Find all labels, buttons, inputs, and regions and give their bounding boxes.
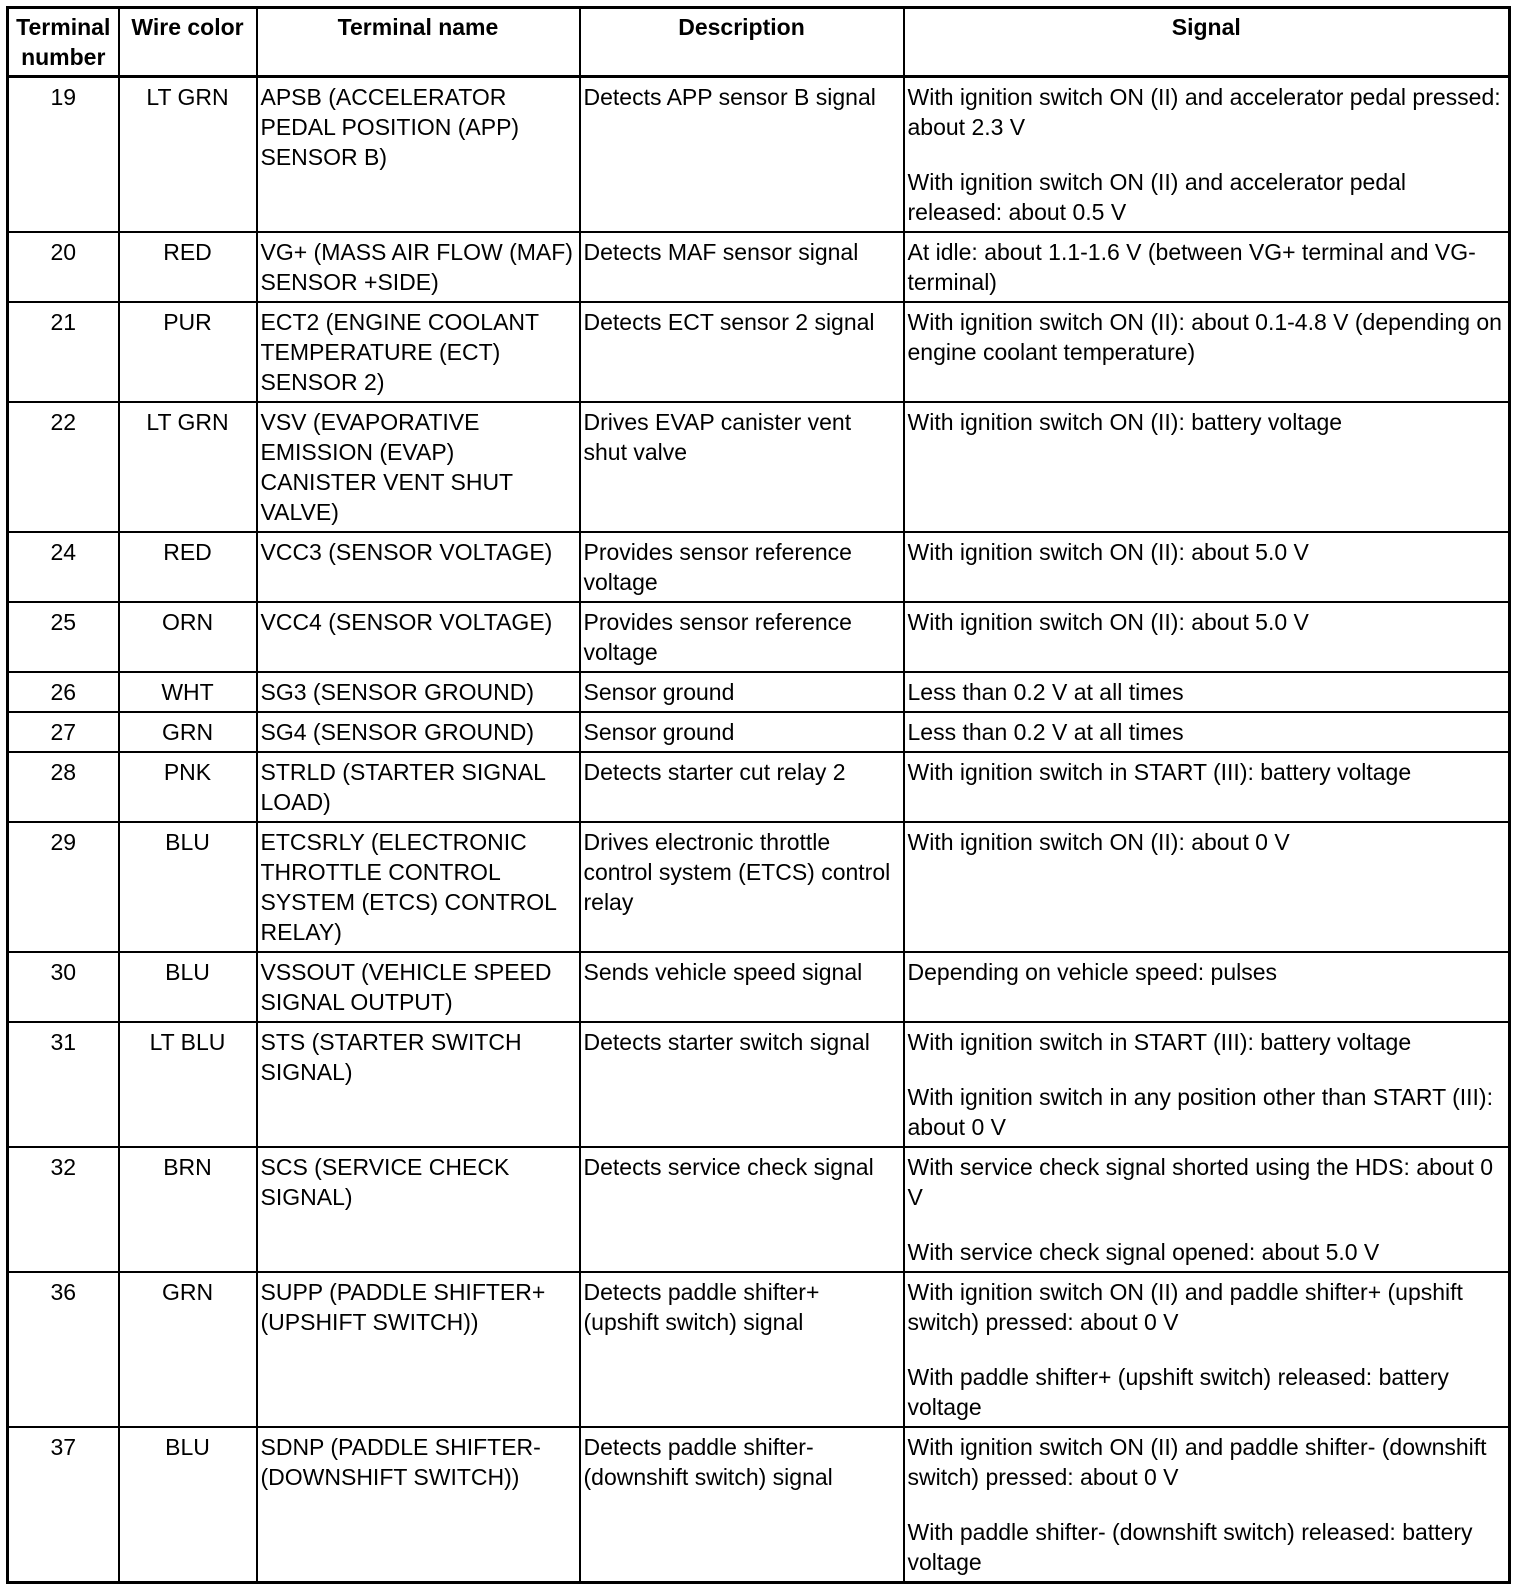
table-row (8, 1272, 1510, 1427)
signal-text: With paddle shifter- (downshift switch) released: battery voltage (907, 1519, 1473, 1575)
signal-cell (904, 1272, 1510, 1427)
signal-cell (904, 232, 1510, 302)
terminal-name-cell: SDNP (PADDLE SHIFTER- (DOWNSHIFT SWITCH)) (257, 1427, 580, 1583)
wire-color-cell: GRN (119, 712, 257, 752)
terminal-number-cell: 29 (8, 822, 119, 952)
terminal-number-cell: 32 (8, 1147, 119, 1272)
signal-text: With ignition switch in any position other than START (III): about 0 V (907, 1084, 1493, 1140)
terminal-name-cell: ECT2 (ENGINE COOLANT TEMPERATURE (ECT) SENSOR 2) (257, 302, 580, 402)
terminal-number-cell: 26 (8, 672, 119, 712)
description-cell: Sends vehicle speed signal (580, 952, 904, 1022)
table-row (8, 402, 1510, 532)
wire-color-cell: LT BLU (119, 1022, 257, 1147)
terminal-number-cell: 36 (8, 1272, 119, 1427)
signal-cell (904, 1427, 1510, 1583)
table-row (8, 1022, 1510, 1147)
terminal-name-cell: SUPP (PADDLE SHIFTER+ (UPSHIFT SWITCH)) (257, 1272, 580, 1427)
header-wire-color: Wire color (119, 8, 257, 77)
terminal-name-cell: SG3 (SENSOR GROUND) (257, 672, 580, 712)
description-cell: Drives EVAP canister vent shut valve (580, 402, 904, 532)
description-cell: Provides sensor reference voltage (580, 602, 904, 672)
signal-cell (904, 1147, 1510, 1272)
terminal-name-cell: VG+ (MASS AIR FLOW (MAF) SENSOR +SIDE) (257, 232, 580, 302)
wire-color-cell: PUR (119, 302, 257, 402)
description-cell: Detects paddle shifter- (downshift switch) signal (580, 1427, 904, 1583)
wire-color-cell: BRN (119, 1147, 257, 1272)
signal-cell (904, 602, 1510, 672)
table-row (8, 77, 1510, 233)
table-row (8, 822, 1510, 952)
terminal-number-cell: 31 (8, 1022, 119, 1147)
wire-color-cell: LT GRN (119, 402, 257, 532)
terminal-number-cell: 22 (8, 402, 119, 532)
table-row (8, 302, 1510, 402)
signal-text: With ignition switch in START (III): battery voltage (907, 759, 1412, 785)
description-cell: Detects ECT sensor 2 signal (580, 302, 904, 402)
terminal-number-cell: 21 (8, 302, 119, 402)
table-row (8, 532, 1510, 602)
description-cell: Sensor ground (580, 712, 904, 752)
header-description: Description (580, 8, 904, 77)
description-cell: Provides sensor reference voltage (580, 532, 904, 602)
signal-cell (904, 752, 1510, 822)
terminal-name-cell: STS (STARTER SWITCH SIGNAL) (257, 1022, 580, 1147)
description-cell: Detects service check signal (580, 1147, 904, 1272)
terminal-name-cell: ETCSRLY (ELECTRONIC THROTTLE CONTROL SYSTEM (ETCS) CONTROL RELAY) (257, 822, 580, 952)
signal-text: With ignition switch ON (II): about 5.0 V (907, 609, 1309, 635)
terminal-name-cell: VCC4 (SENSOR VOLTAGE) (257, 602, 580, 672)
signal-text: Depending on vehicle speed: pulses (907, 959, 1278, 985)
terminal-name-cell: VSV (EVAPORATIVE EMISSION (EVAP) CANISTER VENT SHUT VALVE) (257, 402, 580, 532)
signal-text: With ignition switch ON (II): about 0.1-4.8 V (depending on engine coolant temperature) (907, 309, 1502, 365)
signal-text: With service check signal opened: about 5.0 V (907, 1239, 1380, 1265)
description-cell: Detects APP sensor B signal (580, 77, 904, 233)
table-row (8, 672, 1510, 712)
terminal-number-cell: 19 (8, 77, 119, 233)
description-cell: Drives electronic throttle control system (ETCS) control relay (580, 822, 904, 952)
terminal-number-cell: 30 (8, 952, 119, 1022)
table-header-row (8, 8, 1510, 77)
wire-color-cell: ORN (119, 602, 257, 672)
signal-text: At idle: about 1.1-1.6 V (between VG+ terminal and VG- terminal) (907, 239, 1476, 295)
signal-text: With ignition switch ON (II) and accelerator pedal released: about 0.5 V (907, 169, 1407, 225)
terminal-name-cell: SCS (SERVICE CHECK SIGNAL) (257, 1147, 580, 1272)
signal-text: With service check signal shorted using the HDS: about 0 V (907, 1154, 1494, 1210)
table-row (8, 712, 1510, 752)
header-terminal-name: Terminal name (257, 8, 580, 77)
signal-cell (904, 822, 1510, 952)
terminal-number-cell: 28 (8, 752, 119, 822)
wire-color-cell: BLU (119, 822, 257, 952)
terminal-number-cell: 25 (8, 602, 119, 672)
signal-text: With ignition switch ON (II): about 0 V (907, 829, 1290, 855)
wire-color-cell: RED (119, 232, 257, 302)
signal-cell (904, 77, 1510, 233)
signal-cell (904, 672, 1510, 712)
signal-text: Less than 0.2 V at all times (907, 719, 1184, 745)
signal-text: With ignition switch ON (II) and accelerator pedal pressed: about 2.3 V (907, 84, 1501, 140)
signal-cell (904, 532, 1510, 602)
wire-color-cell: PNK (119, 752, 257, 822)
terminal-table (6, 6, 1511, 1584)
signal-cell (904, 1022, 1510, 1147)
description-cell: Sensor ground (580, 672, 904, 712)
wire-color-cell: RED (119, 532, 257, 602)
table-row (8, 602, 1510, 672)
terminal-name-cell: SG4 (SENSOR GROUND) (257, 712, 580, 752)
description-cell: Detects paddle shifter+ (upshift switch) signal (580, 1272, 904, 1427)
table-row (8, 1147, 1510, 1272)
signal-cell (904, 302, 1510, 402)
wire-color-cell: GRN (119, 1272, 257, 1427)
signal-text: Less than 0.2 V at all times (907, 679, 1184, 705)
header-terminal-number: Terminal number (8, 8, 119, 77)
header-signal: Signal (904, 8, 1510, 77)
terminal-number-cell: 37 (8, 1427, 119, 1583)
terminal-name-cell: VSSOUT (VEHICLE SPEED SIGNAL OUTPUT) (257, 952, 580, 1022)
table-row (8, 232, 1510, 302)
terminal-number-cell: 20 (8, 232, 119, 302)
signal-cell (904, 402, 1510, 532)
signal-text: With ignition switch ON (II): battery voltage (907, 409, 1343, 435)
signal-cell (904, 952, 1510, 1022)
table-row (8, 752, 1510, 822)
signal-text: With ignition switch ON (II) and paddle shifter+ (upshift switch) pressed: about 0 V (907, 1279, 1463, 1335)
signal-text: With ignition switch ON (II) and paddle shifter- (downshift switch) pressed: about 0 V (907, 1434, 1487, 1490)
wire-color-cell: WHT (119, 672, 257, 712)
description-cell: Detects starter switch signal (580, 1022, 904, 1147)
terminal-name-cell: VCC3 (SENSOR VOLTAGE) (257, 532, 580, 602)
wire-color-cell: BLU (119, 1427, 257, 1583)
terminal-number-cell: 24 (8, 532, 119, 602)
signal-text: With ignition switch in START (III): battery voltage (907, 1029, 1412, 1055)
terminal-name-cell: APSB (ACCELERATOR PEDAL POSITION (APP) SENSOR B) (257, 77, 580, 233)
description-cell: Detects MAF sensor signal (580, 232, 904, 302)
signal-text: With paddle shifter+ (upshift switch) released: battery voltage (907, 1364, 1449, 1420)
wire-color-cell: LT GRN (119, 77, 257, 233)
table-row (8, 1427, 1510, 1583)
terminal-name-cell: STRLD (STARTER SIGNAL LOAD) (257, 752, 580, 822)
signal-cell (904, 712, 1510, 752)
terminal-number-cell: 27 (8, 712, 119, 752)
description-cell: Detects starter cut relay 2 (580, 752, 904, 822)
table-row (8, 952, 1510, 1022)
signal-text: With ignition switch ON (II): about 5.0 V (907, 539, 1309, 565)
wire-color-cell: BLU (119, 952, 257, 1022)
table-body (8, 77, 1510, 1583)
